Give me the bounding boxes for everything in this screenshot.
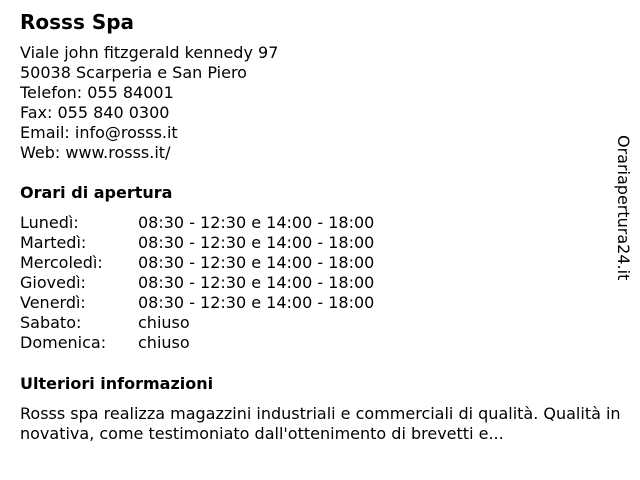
hours-heading: Orari di apertura <box>20 183 173 202</box>
company-description: Rosss spa realizza magazzini industriali e commerciali di qualità. Qualità innovativa, come testimoniato dall'ottenimento di brevetti e... <box>20 404 621 443</box>
hours-row-friday <box>20 293 440 313</box>
contact-block <box>20 43 278 163</box>
hours-time: 08:30 - 12:30 e 14:00 - 18:00 <box>138 273 375 292</box>
hours-time: chiuso <box>138 333 190 352</box>
address-line-2: 50038 Scarperia e San Piero <box>20 63 247 82</box>
fax-line: Fax: 055 840 0300 <box>20 103 170 122</box>
hours-day: Domenica: <box>20 333 107 352</box>
address-line-1: Viale john fitzgerald kennedy 97 <box>20 43 279 62</box>
hours-time: 08:30 - 12:30 e 14:00 - 18:00 <box>138 253 375 272</box>
opening-hours-table <box>20 213 440 353</box>
hours-day: Venerdì: <box>20 293 86 312</box>
info-heading: Ulteriori informazioni <box>20 374 214 393</box>
hours-day: Giovedì: <box>20 273 86 292</box>
hours-row-sunday <box>20 333 440 353</box>
hours-row-tuesday <box>20 233 440 253</box>
web-line: Web: www.rosss.it/ <box>20 143 171 162</box>
hours-day: Mercoledì: <box>20 253 103 272</box>
brand-watermark: Orariapertura24.it <box>614 135 633 281</box>
hours-time: 08:30 - 12:30 e 14:00 - 18:00 <box>138 233 375 252</box>
hours-row-saturday <box>20 313 440 333</box>
email-line: Email: info@rosss.it <box>20 123 178 142</box>
hours-row-thursday <box>20 273 440 293</box>
hours-time: chiuso <box>138 313 190 332</box>
hours-time: 08:30 - 12:30 e 14:00 - 18:00 <box>138 213 375 232</box>
hours-row-wednesday <box>20 253 440 273</box>
hours-day: Martedì: <box>20 233 87 252</box>
hours-time: 08:30 - 12:30 e 14:00 - 18:00 <box>138 293 375 312</box>
hours-day: Lunedì: <box>20 213 79 232</box>
hours-row-monday <box>20 213 440 233</box>
company-name: Rosss Spa <box>20 10 135 34</box>
phone-line: Telefon: 055 84001 <box>20 83 174 102</box>
hours-day: Sabato: <box>20 313 82 332</box>
